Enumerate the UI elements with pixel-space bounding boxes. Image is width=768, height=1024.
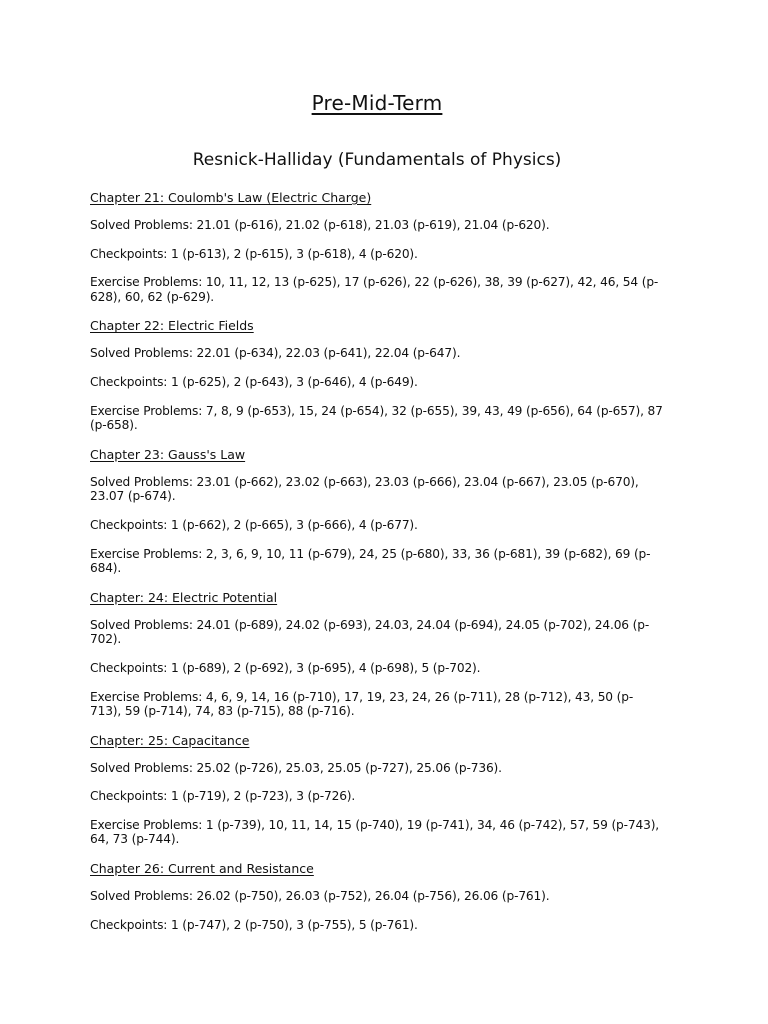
chapter-heading: Chapter 22: Electric Fields [90,318,254,334]
solved-problems-line: Solved Problems: 26.02 (p-750), 26.03 (p-752), 26.04 (p-756), 26.06 (p-761). [90,889,550,904]
chapter-21-section [90,190,664,304]
checkpoints-line: Checkpoints: 1 (p-613), 2 (p-615), 3 (p-618), 4 (p-620). [90,246,418,261]
chapter-23-section [90,447,664,576]
solved-problems-line: Solved Problems: 24.01 (p-689), 24.02 (p-693), 24.03, 24.04 (p-694), 24.05 (p-702), 24.06 (p-702). [90,617,650,647]
checkpoints-line: Checkpoints: 1 (p-747), 2 (p-750), 3 (p-755), 5 (p-761). [90,917,418,932]
chapter-heading: Chapter 26: Current and Resistance [90,861,314,877]
exercise-problems-line: Exercise Problems: 4, 6, 9, 14, 16 (p-710), 17, 19, 23, 24, 26 (p-711), 28 (p-712), 43, 50 (p-713), 59 (p-714), 74, 83 (p-715), 88 (p-716). [90,689,634,719]
chapter-25-section [90,733,664,847]
solved-problems-line: Solved Problems: 21.01 (p-616), 21.02 (p-618), 21.03 (p-619), 21.04 (p-620). [90,218,550,232]
chapter-heading: Chapter: 25: Capacitance [90,732,250,748]
solved-problems-line: Solved Problems: 22.01 (p-634), 22.03 (p-641), 22.04 (p-647). [90,346,461,361]
chapter-24-section [90,590,664,719]
chapter-heading: Chapter 21: Coulomb's Law (Electric Charge) [90,190,372,205]
checkpoints-line: Checkpoints: 1 (p-719), 2 (p-723), 3 (p-726). [90,789,356,804]
solved-problems-line: Solved Problems: 23.01 (p-662), 23.02 (p-663), 23.03 (p-666), 23.04 (p-667), 23.05 (p-670), 23.07 (p-674). [90,474,639,504]
exercise-problems-line: Exercise Problems: 1 (p-739), 10, 11, 14, 15 (p-740), 19 (p-741), 34, 46 (p-742), 57, 59 (p-743), 64, 73 (p-744). [90,817,660,847]
document-title: Pre-Mid-Term [311,91,443,115]
document-subtitle: Resnick-Halliday (Fundamentals of Physics) [192,150,562,170]
checkpoints-line: Checkpoints: 1 (p-625), 2 (p-643), 3 (p-646), 4 (p-649). [90,374,418,389]
chapter-22-section [90,318,664,432]
chapter-26-section [90,861,664,932]
solved-problems-line: Solved Problems: 25.02 (p-726), 25.03, 25.05 (p-727), 25.06 (p-736). [90,760,502,775]
checkpoints-line: Checkpoints: 1 (p-662), 2 (p-665), 3 (p-666), 4 (p-677). [90,517,418,532]
exercise-problems-line: Exercise Problems: 10, 11, 12, 13 (p-625), 17 (p-626), 22 (p-626), 38, 39 (p-627), 42, 46, 54 (p-628), 60, 62 (p-629). [90,275,659,304]
checkpoints-line: Checkpoints: 1 (p-689), 2 (p-692), 3 (p-695), 4 (p-698), 5 (p-702). [90,660,481,675]
chapter-heading: Chapter 23: Gauss's Law [90,446,246,462]
exercise-problems-line: Exercise Problems: 7, 8, 9 (p-653), 15, 24 (p-654), 32 (p-655), 39, 43, 49 (p-656), 64 (p-657), 87 (p-658). [90,403,663,433]
exercise-problems-line: Exercise Problems: 2, 3, 6, 9, 10, 11 (p-679), 24, 25 (p-680), 33, 36 (p-681), 39 (p-682), 69 (p-684). [90,546,651,576]
chapter-heading: Chapter: 24: Electric Potential [90,589,278,605]
